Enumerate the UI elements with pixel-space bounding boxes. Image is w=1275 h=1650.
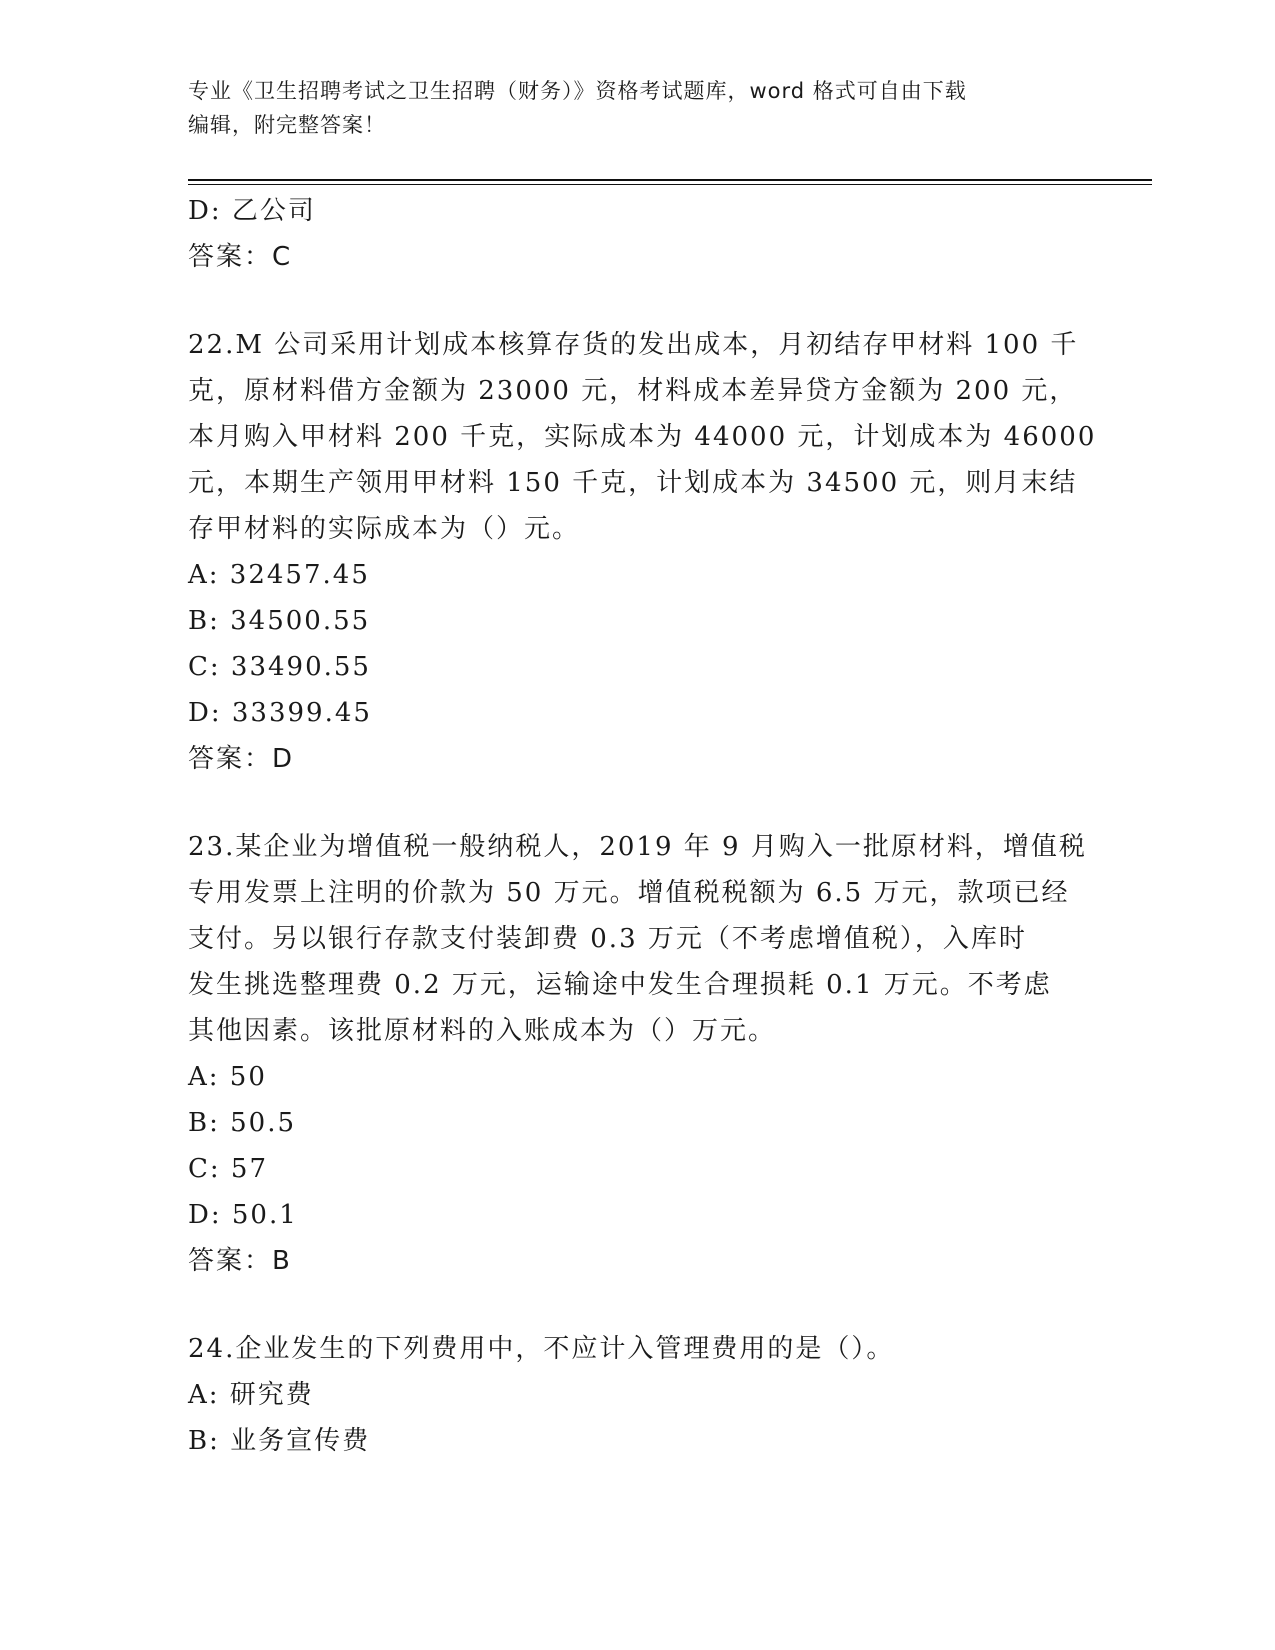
option-c: C: 57 (188, 1154, 269, 1184)
question-24 (188, 1326, 1088, 1464)
question-stem-line: 其他因素。该批原材料的入账成本为（）万元。 (188, 1016, 777, 1046)
option-d: D: 33399.45 (188, 698, 372, 728)
header-line-2: 编辑，附完整答案！ (188, 113, 386, 137)
option-b: B: 50.5 (188, 1108, 297, 1138)
question-stem-line: 24.企业发生的下列费用中，不应计入管理费用的是（）。 (188, 1334, 895, 1364)
option-d: D: 乙公司 (188, 196, 316, 226)
spacer (188, 782, 1088, 824)
question-stem-line: 23.某企业为增值税一般纳税人，2019 年 9 月购入一批原材料，增值税 (188, 832, 1087, 862)
question-stem-line: 发生挑选整理费 0.2 万元，运输途中发生合理损耗 0.1 万元。不考虑 (188, 970, 1052, 1000)
question-stem-line: 元，本期生产领用甲材料 150 千克，计划成本为 34500 元，则月末结 (188, 468, 1078, 498)
question-stem-line: 本月购入甲材料 200 千克，实际成本为 44000 元，计划成本为 46000 (188, 422, 1097, 452)
option-d: D: 50.1 (188, 1200, 298, 1230)
spacer (188, 1284, 1088, 1326)
header-rule-thin (188, 184, 1152, 185)
header-rule-thick (188, 179, 1152, 181)
option-b: B: 34500.55 (188, 606, 371, 636)
question-23 (188, 824, 1088, 1284)
question-stem-line: 专用发票上注明的价款为 50 万元。增值税税额为 6.5 万元，款项已经 (188, 878, 1070, 908)
question-22 (188, 322, 1097, 782)
answer-line: 答案：B (188, 1246, 292, 1276)
question-content (188, 188, 1097, 1464)
option-c: C: 33490.55 (188, 652, 371, 682)
option-a: A: 研究费 (188, 1380, 314, 1410)
page-header (188, 74, 1068, 142)
option-a: A: 32457.45 (188, 560, 370, 590)
answer-line: 答案：C (188, 242, 293, 272)
question-stem-line: 22.M 公司采用计划成本核算存货的发出成本，月初结存甲材料 100 千 (188, 330, 1079, 360)
spacer (188, 280, 1088, 322)
question-stem-line: 存甲材料的实际成本为（）元。 (188, 514, 581, 544)
question-21-tail (188, 188, 1088, 280)
answer-line: 答案：D (188, 744, 295, 774)
option-b: B: 业务宣传费 (188, 1426, 371, 1456)
question-stem-line: 克，原材料借方金额为 23000 元，材料成本差异贷方金额为 200 元， (188, 376, 1078, 406)
header-line-1: 专业《卫生招聘考试之卫生招聘（财务）》资格考试题库，word 格式可自由下载 (188, 79, 967, 103)
question-stem-line: 支付。另以银行存款支付装卸费 0.3 万元（不考虑增值税），入库时 (188, 924, 1027, 954)
option-a: A: 50 (188, 1062, 267, 1092)
